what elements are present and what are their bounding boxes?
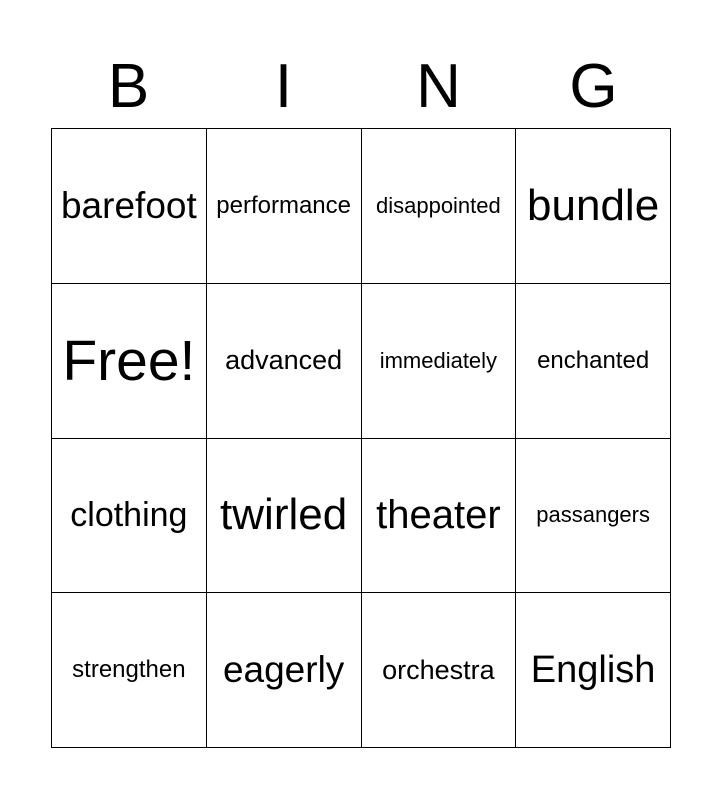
bingo-cell[interactable]: advanced bbox=[207, 284, 362, 439]
free-space-cell[interactable]: Free! bbox=[52, 284, 207, 439]
bingo-cell[interactable]: strengthen bbox=[52, 593, 207, 748]
bingo-cell[interactable]: eagerly bbox=[207, 593, 362, 748]
bingo-cell[interactable]: performance bbox=[207, 129, 362, 284]
bingo-header bbox=[51, 52, 671, 122]
bingo-cell[interactable]: immediately bbox=[362, 284, 517, 439]
bingo-board bbox=[51, 128, 671, 748]
bingo-cell[interactable]: passangers bbox=[516, 439, 671, 594]
bingo-cell[interactable]: clothing bbox=[52, 439, 207, 594]
bingo-cell[interactable]: English bbox=[516, 593, 671, 748]
header-letter-n: N bbox=[416, 52, 461, 121]
header-letter-b: B bbox=[107, 52, 150, 121]
bingo-cell[interactable]: disappointed bbox=[362, 129, 517, 284]
bingo-cell[interactable]: twirled bbox=[207, 439, 362, 594]
bingo-cell[interactable]: barefoot bbox=[52, 129, 207, 284]
bingo-cell[interactable]: bundle bbox=[516, 129, 671, 284]
header-letter-i: I bbox=[274, 52, 293, 121]
bingo-cell[interactable]: enchanted bbox=[516, 284, 671, 439]
header-letter-g: G bbox=[569, 52, 618, 121]
bingo-cell[interactable]: orchestra bbox=[362, 593, 517, 748]
bingo-cell[interactable]: theater bbox=[362, 439, 517, 594]
